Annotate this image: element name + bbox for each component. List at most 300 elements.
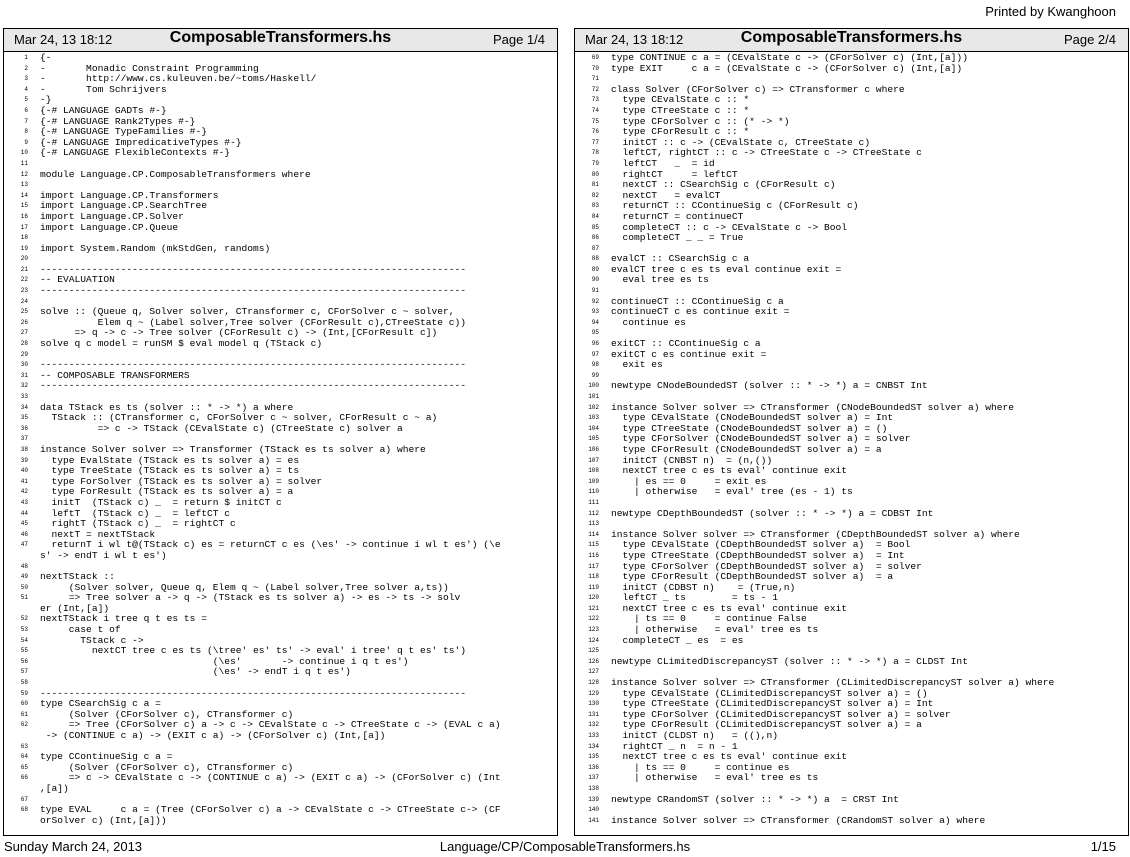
code-line	[4, 551, 557, 562]
line-number: 46	[20, 530, 28, 538]
page-date: Mar 24, 13 18:12	[585, 32, 684, 47]
line-text: s' -> endT i wl t es')	[40, 549, 167, 561]
line-text: nextTStack i tree q t es ts =	[40, 613, 207, 625]
line-text: => Tree (CForSolver c) a -> c -> CEvalState c -> CTreeState c -> (EVAL c a)	[40, 719, 501, 731]
line-text: type CForSolver c :: (* -> *)	[611, 115, 790, 127]
line-text: {-# LANGUAGE TypeFamilies #-}	[40, 126, 207, 138]
line-number: 62	[20, 721, 28, 729]
line-text: orSolver c) (Int,[a]))	[40, 814, 167, 826]
line-number: 88	[591, 255, 599, 263]
line-text: - http://www.cs.kuleuven.be/~toms/Haskell/	[40, 73, 317, 85]
line-number: 77	[591, 138, 599, 146]
line-text: data TStack es ts (solver :: * -> *) a where	[40, 401, 294, 413]
code-line	[4, 424, 557, 435]
line-number: 113	[588, 520, 599, 528]
line-text: --------------------------------------------------------------------------	[40, 359, 467, 371]
footer-sheet: 1/15	[1090, 839, 1116, 854]
footer-date: Sunday March 24, 2013	[4, 839, 143, 854]
line-text: type ForResult (TStack es ts solver a) = a	[40, 486, 294, 498]
line-number: 134	[588, 742, 599, 750]
line-number: 18	[20, 234, 28, 242]
code-line	[575, 159, 1128, 170]
line-text: returnCT = continueCT	[611, 210, 744, 222]
code-listing	[575, 53, 1128, 835]
line-number: 97	[591, 350, 599, 358]
line-number: 2	[24, 64, 28, 72]
page-date: Mar 24, 13 18:12	[14, 32, 113, 47]
line-text: instance Solver solver => CTransformer (CRandomST solver a) where	[611, 814, 986, 826]
line-number: 86	[591, 234, 599, 242]
line-text: leftCT _ ts = ts - 1	[611, 592, 778, 604]
line-number: 90	[591, 276, 599, 284]
line-text: | otherwise = eval' tree (es - 1) ts	[611, 486, 853, 498]
line-text: eval tree es ts	[611, 274, 709, 286]
line-text: {-# LANGUAGE FlexibleContexts #-}	[40, 147, 230, 159]
line-text: type CContinueSig c a =	[40, 751, 173, 763]
line-text: --------------------------------------------------------------------------	[40, 285, 467, 297]
line-text: => q -> c -> Tree solver (CForResult c) -> (Int,[CForResult c])	[40, 327, 438, 339]
line-text: type CTreeState (CNodeBoundedST solver a) = ()	[611, 422, 888, 434]
code-line	[4, 244, 557, 255]
line-number: 10	[20, 149, 28, 157]
line-text: type EvalState (TStack es ts solver a) = es	[40, 454, 300, 466]
line-text: import Language.CP.Queue	[40, 221, 179, 233]
page-1	[3, 28, 558, 836]
line-text: leftCT _ = id	[611, 157, 715, 169]
line-text: exit es	[611, 359, 663, 371]
line-text: initCT (CDBST n) = (True,n)	[611, 581, 796, 593]
line-number: 33	[20, 393, 28, 400]
line-number: 47	[20, 541, 28, 549]
line-number: 92	[591, 297, 599, 305]
line-number: 28	[20, 340, 28, 348]
code-line	[575, 816, 1128, 827]
line-number: 138	[588, 784, 599, 792]
line-number: 107	[588, 456, 599, 464]
line-text: type CONTINUE c a = (CEvalState c -> (CForSolver c) (Int,[a]))	[611, 53, 968, 63]
line-text: nextCT tree c es ts eval' continue exit	[611, 465, 848, 477]
line-text: exitCT c es continue exit =	[611, 348, 767, 360]
line-text: newtype CDepthBoundedST (solver :: * -> *) a = CDBST Int	[611, 507, 934, 519]
line-number: 94	[591, 318, 599, 326]
line-number: 85	[591, 223, 599, 231]
code-line	[575, 731, 1128, 742]
line-text: | ts == 0 = continue False	[611, 613, 807, 625]
page-number: Page 1/4	[492, 32, 545, 47]
line-number: 31	[20, 371, 28, 379]
code-line	[4, 731, 557, 742]
line-number: 7	[24, 117, 28, 125]
line-text: initT (TStack c) _ = return $ initCT c	[40, 496, 282, 508]
line-number: 45	[20, 520, 28, 528]
line-text: (\es' -> continue i q t es')	[40, 655, 409, 667]
line-text: import Language.CP.SearchTree	[40, 200, 207, 212]
line-text: import Language.CP.Transformers	[40, 189, 219, 201]
line-text: evalCT :: CSearchSig c a	[611, 253, 750, 265]
line-number: 52	[20, 615, 28, 623]
line-text: newtype CLimitedDiscrepancyST (solver :: * -> *) a = CLDST Int	[611, 655, 968, 667]
line-number: 124	[588, 636, 599, 644]
line-text: nextCT tree c es ts (\tree' es' ts' -> eval' i tree' q t es' ts')	[40, 645, 467, 657]
line-number: 37	[20, 435, 28, 443]
line-number: 1	[24, 54, 28, 61]
line-number: 111	[588, 498, 599, 506]
line-number: 96	[591, 340, 599, 348]
line-number: 20	[20, 255, 28, 263]
line-number: 82	[591, 191, 599, 199]
line-text: instance Solver solver => Transformer (TStack es ts solver a) where	[40, 443, 426, 455]
code-line	[575, 275, 1128, 286]
line-number: 49	[20, 573, 28, 581]
code-line	[575, 551, 1128, 562]
line-number: 35	[20, 414, 28, 422]
line-number: 29	[20, 350, 28, 358]
line-text: | otherwise = eval' tree es ts	[611, 624, 819, 636]
line-text: (\es' -> endT i q t es')	[40, 666, 351, 678]
line-number: 84	[591, 212, 599, 220]
line-text: type EXIT c a = (CEvalState c -> (CForSolver c) (Int,[a])	[611, 62, 963, 74]
line-number: 66	[20, 774, 28, 782]
line-number: 136	[588, 763, 599, 771]
code-line	[575, 636, 1128, 647]
line-number: 13	[20, 181, 28, 189]
line-number: 23	[20, 287, 28, 295]
line-text: initCT :: c -> (CEvalState c, CTreeState c)	[611, 136, 871, 148]
line-number: 103	[588, 414, 599, 422]
line-text: type EVAL c a = (Tree (CForSolver c) a -> CEvalState c -> CTreeState c-> (CF	[40, 804, 501, 816]
code-line	[575, 784, 1128, 795]
line-text: | es == 0 = exit es	[611, 475, 767, 487]
line-text: nextT = nextTStack	[40, 528, 156, 540]
line-text: type CForSolver (CLimitedDiscrepancyST solver a) = solver	[611, 708, 951, 720]
line-number: 12	[20, 170, 28, 178]
line-number: 69	[591, 54, 599, 61]
line-number: 93	[591, 308, 599, 316]
line-text: continue es	[611, 316, 686, 328]
line-number: 129	[588, 689, 599, 697]
line-text: {-# LANGUAGE Rank2Types #-}	[40, 115, 196, 127]
line-text: type CEvalState (CNodeBoundedST solver a) = Int	[611, 412, 894, 424]
code-line	[575, 360, 1128, 371]
line-number: 34	[20, 403, 28, 411]
line-number: 41	[20, 477, 28, 485]
line-number: 133	[588, 732, 599, 739]
code-line	[4, 667, 557, 678]
line-number: 60	[20, 700, 28, 708]
line-number: 121	[588, 604, 599, 612]
line-text: continueCT :: CContinueSig c a	[611, 295, 784, 307]
line-number: 89	[591, 265, 599, 273]
line-number: 65	[20, 763, 28, 771]
line-text: ,[a])	[40, 782, 69, 794]
code-line	[4, 498, 557, 509]
line-number: 135	[588, 753, 599, 761]
line-text: (Solver (CForSolver c), CTransformer c)	[40, 708, 294, 720]
line-number: 76	[591, 128, 599, 136]
line-number: 51	[20, 594, 28, 602]
line-number: 95	[591, 329, 599, 337]
code-line	[4, 773, 557, 784]
line-number: 112	[588, 509, 599, 517]
code-line	[4, 381, 557, 392]
line-text: module Language.CP.ComposableTransformers where	[40, 168, 311, 180]
line-number: 114	[588, 530, 599, 538]
line-number: 24	[20, 297, 28, 305]
line-number: 36	[20, 424, 28, 432]
file-title: ComposableTransformers.hs	[740, 29, 963, 46]
line-number: 132	[588, 721, 599, 729]
line-text: - Monadic Constraint Programming	[40, 62, 259, 74]
line-text: type CForResult (CDepthBoundedST solver a) = a	[611, 571, 894, 583]
line-number: 141	[588, 816, 599, 824]
code-line	[575, 381, 1128, 392]
code-line	[4, 53, 557, 64]
line-number: 120	[588, 594, 599, 602]
code-line	[575, 498, 1128, 509]
code-line	[575, 64, 1128, 75]
line-number: 80	[591, 170, 599, 178]
line-number: 40	[20, 467, 28, 475]
line-number: 127	[588, 668, 599, 676]
line-number: 137	[588, 774, 599, 782]
line-number: 42	[20, 488, 28, 496]
line-number: 25	[20, 308, 28, 316]
line-number: 126	[588, 657, 599, 665]
line-number: 140	[588, 806, 599, 814]
line-text: continueCT c es continue exit =	[611, 306, 790, 318]
line-number: 105	[588, 435, 599, 443]
line-text: type CForSolver (CNodeBoundedST solver a) = solver	[611, 433, 911, 445]
line-number: 56	[20, 657, 28, 665]
line-text: nextTStack ::	[40, 571, 115, 583]
line-number: 68	[20, 806, 28, 814]
line-text: rightCT _ n = n - 1	[611, 740, 738, 752]
line-number: 15	[20, 202, 28, 210]
line-number: 109	[588, 477, 599, 485]
line-text: (Solver (CForSolver c), CTransformer c)	[40, 761, 294, 773]
line-text: initCT (CLDST n) = ((),n)	[611, 730, 778, 741]
line-text: --------------------------------------------------------------------------	[40, 687, 467, 699]
line-text: instance Solver solver => CTransformer (CNodeBoundedST solver a) where	[611, 401, 1015, 413]
line-number: 101	[588, 393, 599, 400]
line-number: 21	[20, 265, 28, 273]
page-header	[575, 29, 1128, 52]
line-number: 61	[20, 710, 28, 718]
line-text: type CEvalState (CDepthBoundedST solver a) = Bool	[611, 539, 911, 551]
line-text: type CTreeState c :: *	[611, 104, 750, 116]
line-number: 79	[591, 159, 599, 167]
line-text: type TreeState (TStack es ts solver a) = ts	[40, 465, 300, 477]
line-number: 116	[588, 551, 599, 559]
line-text: type CEvalState (CLimitedDiscrepancyST solver a) = ()	[611, 687, 928, 699]
line-number: 8	[24, 128, 28, 136]
line-text: solve :: (Queue q, Solver solver, CTransformer c, CForSolver c ~ solver,	[40, 306, 455, 318]
page-header	[4, 29, 557, 52]
line-number: 131	[588, 710, 599, 718]
line-text: rightCT = leftCT	[611, 168, 738, 180]
line-number: 122	[588, 615, 599, 623]
code-line	[575, 487, 1128, 498]
line-text: class Solver (CForSolver c) => CTransformer c where	[611, 83, 905, 95]
line-text: exitCT :: CContinueSig c a	[611, 338, 761, 350]
line-number: 119	[588, 583, 599, 591]
line-text: completeCT _ es = es	[611, 634, 744, 646]
line-number: 83	[591, 202, 599, 210]
line-text: {-	[40, 53, 52, 63]
line-number: 106	[588, 445, 599, 453]
code-line	[575, 106, 1128, 117]
line-text: initCT (CNBST n) = (n,())	[611, 454, 773, 466]
file-title: ComposableTransformers.hs	[169, 29, 392, 46]
line-text: => Tree solver a -> q -> (TStack es ts solver a) -> es -> ts -> solv	[40, 592, 461, 604]
line-text: nextCT = evalCT	[611, 189, 721, 201]
line-number: 73	[591, 96, 599, 104]
line-number: 104	[588, 424, 599, 432]
code-line	[4, 212, 557, 223]
line-number: 53	[20, 626, 28, 634]
code-line	[575, 318, 1128, 329]
line-number: 30	[20, 361, 28, 369]
line-text: --------------------------------------------------------------------------	[40, 263, 467, 275]
line-number: 117	[588, 562, 599, 570]
line-number: 17	[20, 223, 28, 231]
line-text: type ForSolver (TStack es ts solver a) = solver	[40, 475, 323, 487]
line-text: => c -> CEvalState c -> (CONTINUE c a) -> (EXIT c a) -> (CForSolver c) (Int	[40, 772, 501, 784]
line-text: type CForResult (CNodeBoundedST solver a) = a	[611, 443, 882, 455]
line-number: 54	[20, 636, 28, 644]
line-number: 71	[591, 75, 599, 83]
line-number: 27	[20, 329, 28, 337]
line-text: import System.Random (mkStdGen, randoms)	[40, 242, 271, 254]
page-2	[574, 28, 1129, 836]
code-line	[575, 773, 1128, 784]
code-line	[4, 85, 557, 96]
line-text: | otherwise = eval' tree es ts	[611, 772, 819, 784]
line-number: 64	[20, 753, 28, 761]
line-number: 3	[24, 75, 28, 83]
line-number: 139	[588, 795, 599, 803]
code-line	[575, 795, 1128, 806]
line-number: 39	[20, 456, 28, 464]
line-text: TStack c ->	[40, 634, 144, 646]
code-listing	[4, 53, 557, 835]
line-number: 5	[24, 96, 28, 104]
line-number: 16	[20, 212, 28, 220]
line-text: - Tom Schrijvers	[40, 83, 167, 95]
line-number: 108	[588, 467, 599, 475]
line-text: -- COMPOSABLE TRANSFORMERS	[40, 369, 190, 381]
line-text: nextCT tree c es ts eval' continue exit	[611, 751, 848, 763]
line-number: 98	[591, 361, 599, 369]
line-number: 4	[24, 85, 28, 93]
line-text: {-# LANGUAGE GADTs #-}	[40, 104, 167, 116]
line-text: import Language.CP.Solver	[40, 210, 184, 222]
line-number: 9	[24, 138, 28, 146]
line-number: 81	[591, 181, 599, 189]
line-number: 6	[24, 106, 28, 114]
code-line	[4, 159, 557, 170]
line-number: 48	[20, 562, 28, 570]
line-text: leftCT, rightCT :: c -> CTreeState c -> CTreeState c	[611, 147, 922, 159]
line-text: instance Solver solver => CTransformer (CDepthBoundedST solver a) where	[611, 528, 1020, 540]
line-number: 75	[591, 117, 599, 125]
line-number: 26	[20, 318, 28, 326]
line-text: completeCT _ _ = True	[611, 232, 744, 244]
line-text: -}	[40, 94, 52, 106]
line-number: 19	[20, 244, 28, 252]
line-text: nextCT :: CSearchSig c (CForResult c)	[611, 179, 836, 191]
code-line	[575, 657, 1128, 668]
line-text: type CEvalState c :: *	[611, 94, 750, 106]
line-text: -> (CONTINUE c a) -> (EXIT c a) -> (CForSolver c) (Int,[a])	[40, 730, 386, 741]
line-text: (Solver solver, Queue q, Elem q ~ (Label solver,Tree solver a,ts))	[40, 581, 449, 593]
line-number: 74	[591, 106, 599, 114]
line-number: 14	[20, 191, 28, 199]
line-number: 102	[588, 403, 599, 411]
line-number: 100	[588, 382, 599, 390]
line-number: 58	[20, 679, 28, 687]
code-line	[4, 445, 557, 456]
line-number: 87	[591, 244, 599, 252]
line-text: type CSearchSig c a =	[40, 698, 161, 710]
line-number: 99	[591, 371, 599, 379]
line-text: TStack :: (CTransformer c, CForSolver c ~ solver, CForResult c ~ a)	[40, 412, 438, 424]
line-text: type CForSolver (CDepthBoundedST solver a) = solver	[611, 560, 922, 572]
line-number: 118	[588, 573, 599, 581]
line-number: 128	[588, 679, 599, 687]
line-text: leftT (TStack c) _ = leftCT c	[40, 507, 230, 519]
line-number: 50	[20, 583, 28, 591]
line-text: => c -> TStack (CEvalState c) (CTreeState c) solver a	[40, 422, 403, 434]
code-line	[4, 339, 557, 350]
line-number: 70	[591, 64, 599, 72]
code-line	[4, 392, 557, 403]
line-text: Elem q ~ (Label solver,Tree solver (CForResult c),CTreeState c))	[40, 316, 467, 328]
line-number: 123	[588, 626, 599, 634]
line-text: solve q c model = runSM $ eval model q (TStack c)	[40, 338, 323, 350]
line-text: returnCT :: CContinueSig c (CForResult c)	[611, 200, 859, 212]
line-text: newtype CRandomST (solver :: * -> *) a = CRST Int	[611, 793, 899, 805]
line-number: 38	[20, 445, 28, 453]
line-text: completeCT :: c -> CEvalState c -> Bool	[611, 221, 848, 233]
line-text: case t of	[40, 624, 121, 636]
code-line	[4, 148, 557, 159]
code-line	[4, 784, 557, 795]
line-text: type CForResult c :: *	[611, 126, 750, 138]
line-number: 110	[588, 488, 599, 496]
printed-by: Printed by Kwanghoon	[985, 4, 1116, 19]
line-text: er (Int,[a])	[40, 602, 110, 614]
code-line	[575, 53, 1128, 64]
line-text: returnT i wl t@(TStack c) es = returnCT c es (\es' -> continue i wl t es') (\e	[40, 539, 501, 551]
line-number: 63	[20, 742, 28, 750]
line-text: newtype CNodeBoundedST (solver :: * -> *) a = CNBST Int	[611, 380, 928, 392]
line-text: type CForResult (CLimitedDiscrepancyST solver a) = a	[611, 719, 922, 731]
code-line	[4, 816, 557, 827]
code-line	[4, 223, 557, 234]
code-line	[575, 212, 1128, 223]
line-text: evalCT tree c es ts eval continue exit =	[611, 263, 842, 275]
line-text: type CTreeState (CLimitedDiscrepancyST solver a) = Int	[611, 698, 934, 710]
line-number: 11	[20, 159, 28, 167]
line-text: -- EVALUATION	[40, 274, 115, 286]
line-text: | ts == 0 = continue es	[611, 761, 790, 773]
code-line	[4, 170, 557, 181]
line-number: 55	[20, 647, 28, 655]
line-number: 115	[588, 541, 599, 549]
code-line	[4, 286, 557, 297]
line-text: rightT (TStack c) _ = rightCT c	[40, 518, 236, 530]
